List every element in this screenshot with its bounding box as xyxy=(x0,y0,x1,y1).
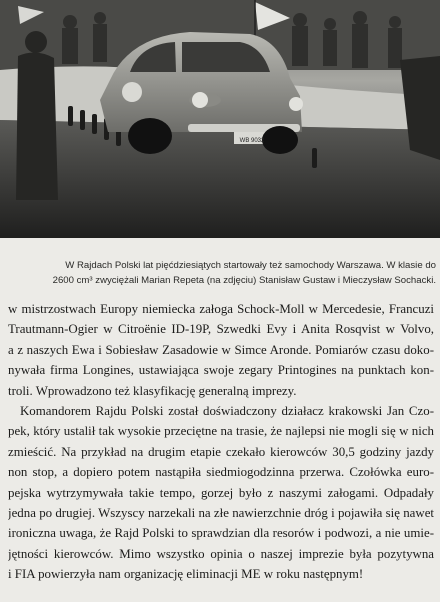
text-line: w mistrzostwach Europy niemiecka załoga Schock-Moll w Mercedesie, Francuzi xyxy=(8,302,434,316)
rally-photo xyxy=(0,0,440,238)
text-line: jętności kierowców. Mimo wszystko opinia o naszej imprezie była pozytywna xyxy=(8,546,434,561)
text-line: ironiczna uwaga, że Rajd Polski to sprawdzian dla resorów i podwozi, a nie umie- xyxy=(8,526,434,541)
car-license-plate: WB 9032 xyxy=(239,138,265,144)
text-line: zmieścić. Na przykład na drugim etapie czekało kierowców 30,5 godziny jazdy xyxy=(8,444,434,459)
text-line: jedna po drugiej. Wszyscy narzekali na złe nawierzchnie dróg i pojawiła się nawet xyxy=(8,506,434,521)
paragraph-2 xyxy=(8,401,434,585)
article-body xyxy=(8,299,434,585)
text-line: non stop, a dopiero potem nastąpiła siedmiogodzinna przerwa. Czołówka euro- xyxy=(8,465,434,480)
paragraph-1 xyxy=(8,299,434,401)
text-line: nywała firma Longines, ustawiająca swoje zegary Printogines na punktach kon- xyxy=(8,363,434,378)
caption-line-2: 2600 cm³ zwyciężali Marian Repeta (na zdjęciu) Stanisław Gustaw i Mieczysław Sochacki. xyxy=(52,275,436,286)
rally-photo-illustration xyxy=(0,0,440,238)
text-line: i FIA powierzyła nam organizację eliminacji ME w roku następnym! xyxy=(8,567,364,582)
text-line: pejska wytrzymywała takie tempo, gorzej było z naszymi załogami. Odpadały xyxy=(8,485,434,500)
text-line: pek, który ustalił tak wysokie przeciętne na trasie, że najlepsi nie mogli się w nich xyxy=(8,424,434,439)
text-line: Trautmann-Ogier w Citroënie ID-19P, Szwedki Evy i Anita Rosqvist w Volvo, xyxy=(8,322,434,337)
text-line: a z naszych Ewa i Sobiesław Zasadowie w Simce Aronde. Pomiarów czasu doko- xyxy=(8,342,434,357)
photo-caption xyxy=(12,258,436,288)
caption-line-1: W Rajdach Polski lat pięćdziesiątych startowały też samochody Warszawa. W klasie do xyxy=(65,260,436,271)
text-line: troli. Wprowadzono też klasyfikację generalną imprezy. xyxy=(8,383,297,398)
text-line: Komandorem Rajdu Polski został doświadczony działacz krakowski Jan Czo- xyxy=(20,404,434,419)
